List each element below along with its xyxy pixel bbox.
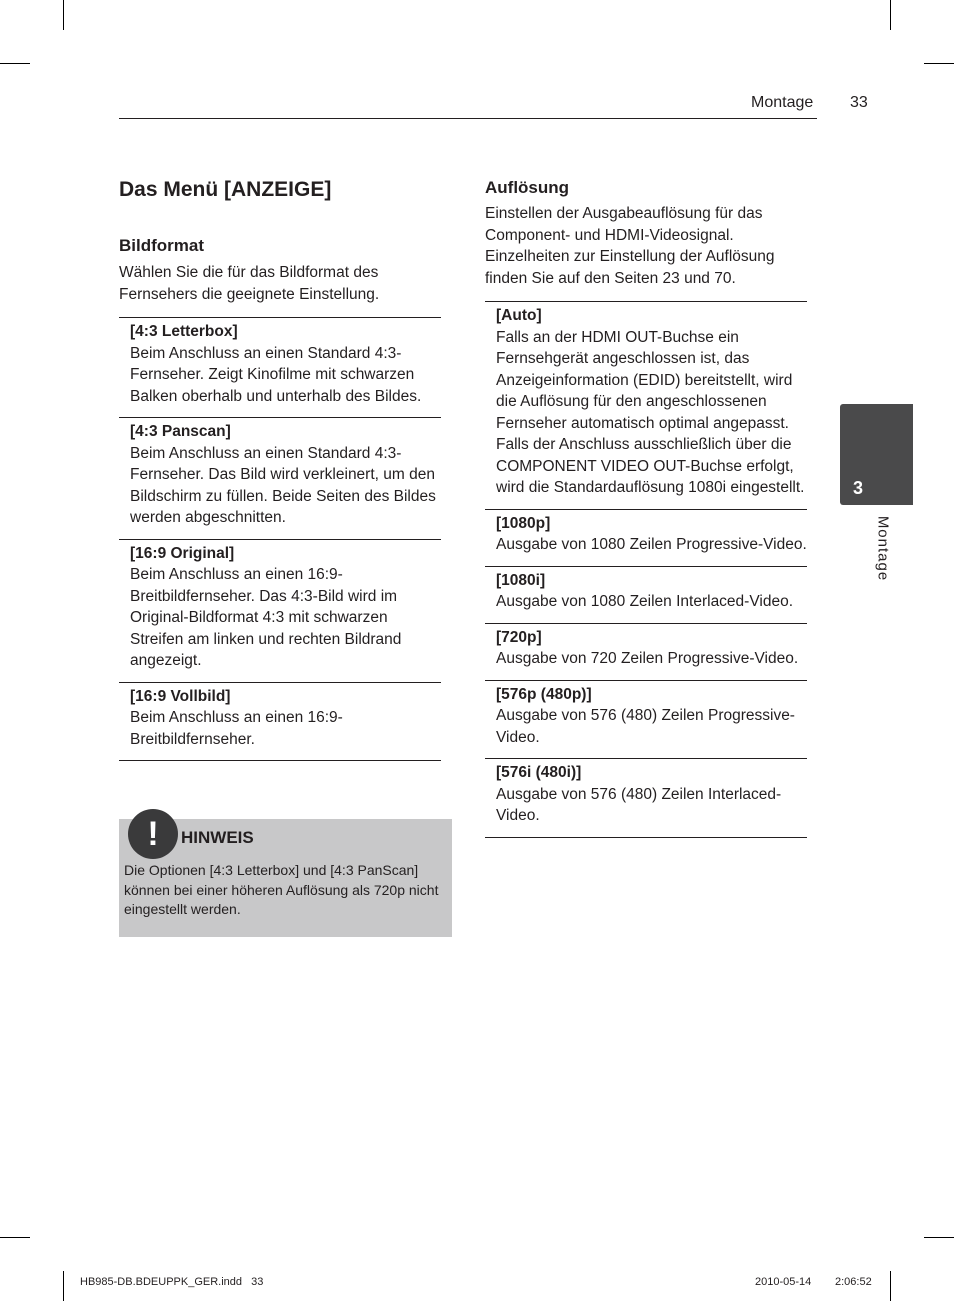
option-720p	[485, 623, 807, 680]
option-panscan	[119, 417, 441, 539]
header-divider	[119, 118, 817, 119]
crop-mark	[63, 1271, 64, 1301]
bildformat-heading: Bildformat	[119, 236, 204, 255]
option-title: [576i (480i)]	[496, 764, 582, 781]
option-title: [720p]	[496, 628, 542, 646]
footer-time: 2:06:52	[835, 1276, 872, 1288]
bildformat-options	[119, 317, 441, 761]
aufloesung-heading: Auflösung	[485, 178, 570, 197]
option-title: [16:9 Vollbild]	[130, 687, 231, 705]
note-text: Die Optionen [4:3 Letterbox] und [4:3 PanScan] können bei einer höheren Auflösung als 720p nicht eingestellt werden.	[124, 862, 439, 917]
crop-mark	[924, 1237, 954, 1238]
option-description: Beim Anschluss an einen 16:9-Breitbildfernseher. Das 4:3-Bild wird im Original-Bildformat 4:3 mit schwarzen Streifen am linken und rechten Bildrand angezeigt.	[130, 566, 402, 669]
option-description: Beim Anschluss an einen Standard 4:3-Fernseher. Zeigt Kinofilme mit schwarzen Balken oberhalb und unterhalb des Bildes.	[130, 344, 422, 405]
option-description: Falls an der HDMI OUT-Buchse ein Fernsehgerät angeschlossen ist, das Anzeigeinformation (EDID) bereitstellt, wird die Auflösung für den angeschlossenen Fernseher automatisch optimal angepasst. Falls der Anschluss ausschließlich über die COMPONENT VIDEO OUT-Buchse erfolgt, wird die Standardauflösung 1080i eingestellt.	[496, 328, 805, 496]
option-description: Beim Anschluss an einen 16:9-Breitbildfernseher.	[130, 709, 343, 748]
aufloesung-intro: Einstellen der Ausgabeauflösung für das Component- und HDMI-Videosignal. Einzelheiten zur Einstellung der Auflösung finden Sie auf den Seiten 23 und 70.	[485, 205, 775, 287]
footer-date: 2010-05-14	[755, 1276, 812, 1288]
option-title: [1080p]	[496, 514, 551, 532]
option-title: [4:3 Letterbox]	[130, 323, 238, 340]
chapter-tab	[840, 404, 913, 505]
option-title: [4:3 Panscan]	[130, 423, 231, 440]
option-original	[119, 539, 441, 682]
crop-mark	[63, 0, 64, 30]
option-576i	[485, 758, 807, 838]
footer-filename: HB985-DB.BDEUPPK_GER.indd 33	[80, 1276, 264, 1288]
crop-mark	[0, 63, 30, 64]
option-title: [Auto]	[496, 307, 542, 324]
option-auto	[485, 301, 807, 509]
option-description: Beim Anschluss an einen Standard 4:3-Fernseher. Das Bild wird verkleinert, um den Bildschirm zu füllen. Beide Seiten des Bildes werden abgeschnitten.	[130, 444, 436, 526]
aufloesung-options	[485, 301, 807, 838]
option-title: [1080i]	[496, 571, 546, 589]
option-description: Ausgabe von 576 (480) Zeilen Progressive-Video.	[496, 707, 795, 746]
option-title: [576p (480p)]	[496, 685, 592, 703]
option-description: Ausgabe von 1080 Zeilen Interlaced-Video.	[496, 593, 794, 610]
note-title: HINWEIS	[181, 828, 254, 847]
option-1080i	[485, 566, 807, 623]
crop-mark	[924, 63, 954, 64]
option-letterbox	[119, 317, 441, 417]
crop-mark	[890, 1271, 891, 1301]
option-description: Ausgabe von 576 (480) Zeilen Interlaced-Video.	[496, 785, 782, 824]
exclamation-icon: !	[128, 809, 178, 859]
chapter-number: 3	[853, 478, 864, 498]
bildformat-intro: Wählen Sie die für das Bildformat des Fernsehers die geeignete Einstellung.	[119, 264, 380, 303]
crop-mark	[890, 0, 891, 30]
page-number: 33	[850, 94, 868, 111]
option-description: Ausgabe von 720 Zeilen Progressive-Video.	[496, 650, 799, 667]
option-description: Ausgabe von 1080 Zeilen Progressive-Video.	[496, 536, 807, 553]
right-column	[485, 178, 807, 838]
option-1080p	[485, 509, 807, 566]
page-title: Das Menü [ANZEIGE]	[119, 178, 332, 201]
crop-mark	[0, 1237, 30, 1238]
left-column	[119, 178, 441, 761]
option-vollbild	[119, 682, 441, 762]
running-header-section: Montage	[751, 94, 814, 111]
option-576p	[485, 680, 807, 759]
chapter-label: Montage	[874, 515, 892, 582]
option-title: [16:9 Original]	[130, 544, 235, 562]
